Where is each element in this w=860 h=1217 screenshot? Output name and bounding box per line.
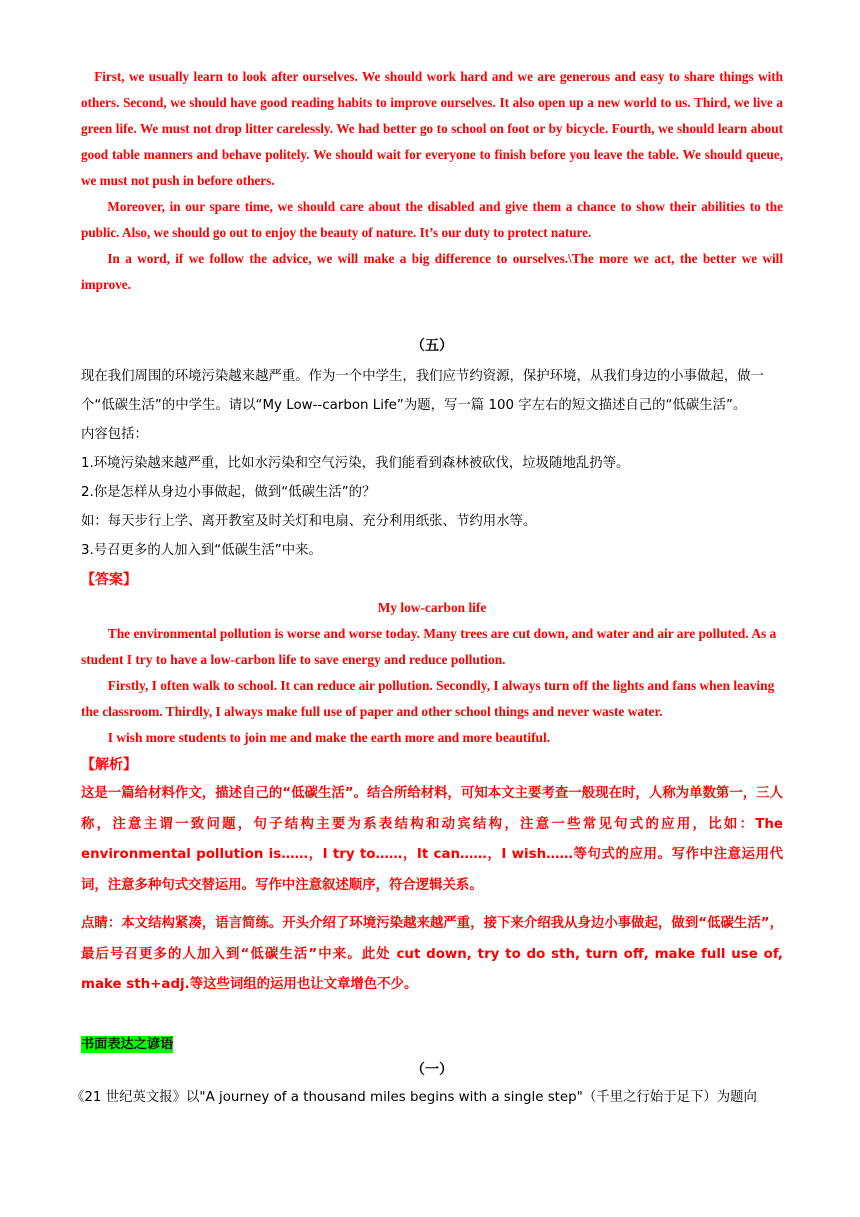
comment-text: 点睛：本文结构紧凑，语言简练。开头介绍了环境污染越来越严重，接下来介绍我从身边小事做起，做到“低碳生活”，最后号召更多的人加入到“低碳生活”中来。此处 cut down, try to do sth, turn off, make full use of, make sth+adj.等这些词组的运用也让文章增色不少。	[81, 916, 783, 992]
proverb-section-label: 书面表达之谚语	[81, 1036, 174, 1052]
proverb-prompt: 《21 世纪英文报》以"A journey of a thousand miles begins with a single step"（千里之行始于足下）为题向	[71, 1089, 757, 1105]
spacer	[81, 298, 783, 336]
analysis-tag: 【解析】	[81, 757, 137, 773]
requirement-example: 如：每天步行上学、离开教室及时关灯和电扇、充分利用纸张、节约用水等。	[81, 514, 537, 529]
answer-paragraph-2: Firstly, I often walk to school. It can reduce air pollution. Secondly, I always turn off the lights and fans when leaving the classroom. Thirdly, I always make full use of paper and other school things and never waste water.	[81, 678, 775, 719]
essay-paragraph-1: First, we usually learn to look after ourselves. We should work hard and we are generous and easy to share things with others. Second, we should have good reading habits to improve ourselves. It also open up a new world to us. Third, we live a green life. We must not drop litter carelessly. We had better go to school on foot or by bicycle. Fourth, we should learn about good table manners and behave politely. We should wait for everyone to finish before you leave the table. We should queue, we must not push in before others.	[81, 69, 783, 188]
essay-paragraph-3: In a word, if we follow the advice, we will make a big difference to ourselves.\The more we act, the better we will improve.	[81, 251, 783, 292]
answer-paragraph-1: The environmental pollution is worse and worse today. Many trees are cut down, and water and air are polluted. As a student I try to have a low-carbon life to save energy and reduce pollution.	[81, 626, 777, 667]
analysis-text: 这是一篇给材料作文，描述自己的“低碳生活”。结合所给材料，可知本文主要考查一般现在时，人称为单数第一，三人称，注意主谓一致问题，句子结构主要为系表结构和动宾结构，注意一些常见句式的应用，比如：The environmental pollution is……，I try to……，It can……，I wish……等句式的应用。写作中注意运用代词，注意多种句式交替运用。写作中注意叙述顺序，符合逻辑关系。	[81, 786, 783, 893]
answer-title: My low-carbon life	[377, 600, 487, 615]
spacer	[81, 1001, 783, 1031]
requirement-1: 1.环境污染越来越严重，比如水污染和空气污染，我们能看到森林被砍伐，垃圾随地乱扔等。	[81, 456, 630, 471]
task-prompt: 现在我们周围的环境污染越来越严重。作为一个中学生，我们应节约资源，保护环境，从我们身边的小事做起，做一个“低碳生活”的中学生。请以“My Low--carbon Life”为题，写一篇 100 字左右的短文描述自己的“低碳生活”。	[81, 369, 764, 413]
content-label: 内容包括：	[81, 427, 148, 442]
requirement-2: 2.你是怎样从身边小事做起，做到“低碳生活”的？	[81, 485, 376, 500]
proverb-section-number: （一）	[411, 1061, 453, 1078]
section-label-row	[81, 1031, 783, 1057]
answer-tag: 【答案】	[81, 572, 137, 588]
requirement-3: 3.号召更多的人加入到“低碳生活”中来。	[81, 543, 322, 558]
spacer	[81, 901, 783, 909]
document-content	[71, 64, 783, 1112]
essay-paragraph-2: Moreover, in our spare time, we should care about the disabled and give them a chance to show their abilities to the public. Also, we should go out to enjoy the beauty of nature. It’s our duty to protect nature.	[81, 199, 783, 240]
section-number: （五）	[411, 338, 453, 354]
answer-paragraph-3: I wish more students to join me and make the earth more and more beautiful.	[107, 730, 551, 745]
